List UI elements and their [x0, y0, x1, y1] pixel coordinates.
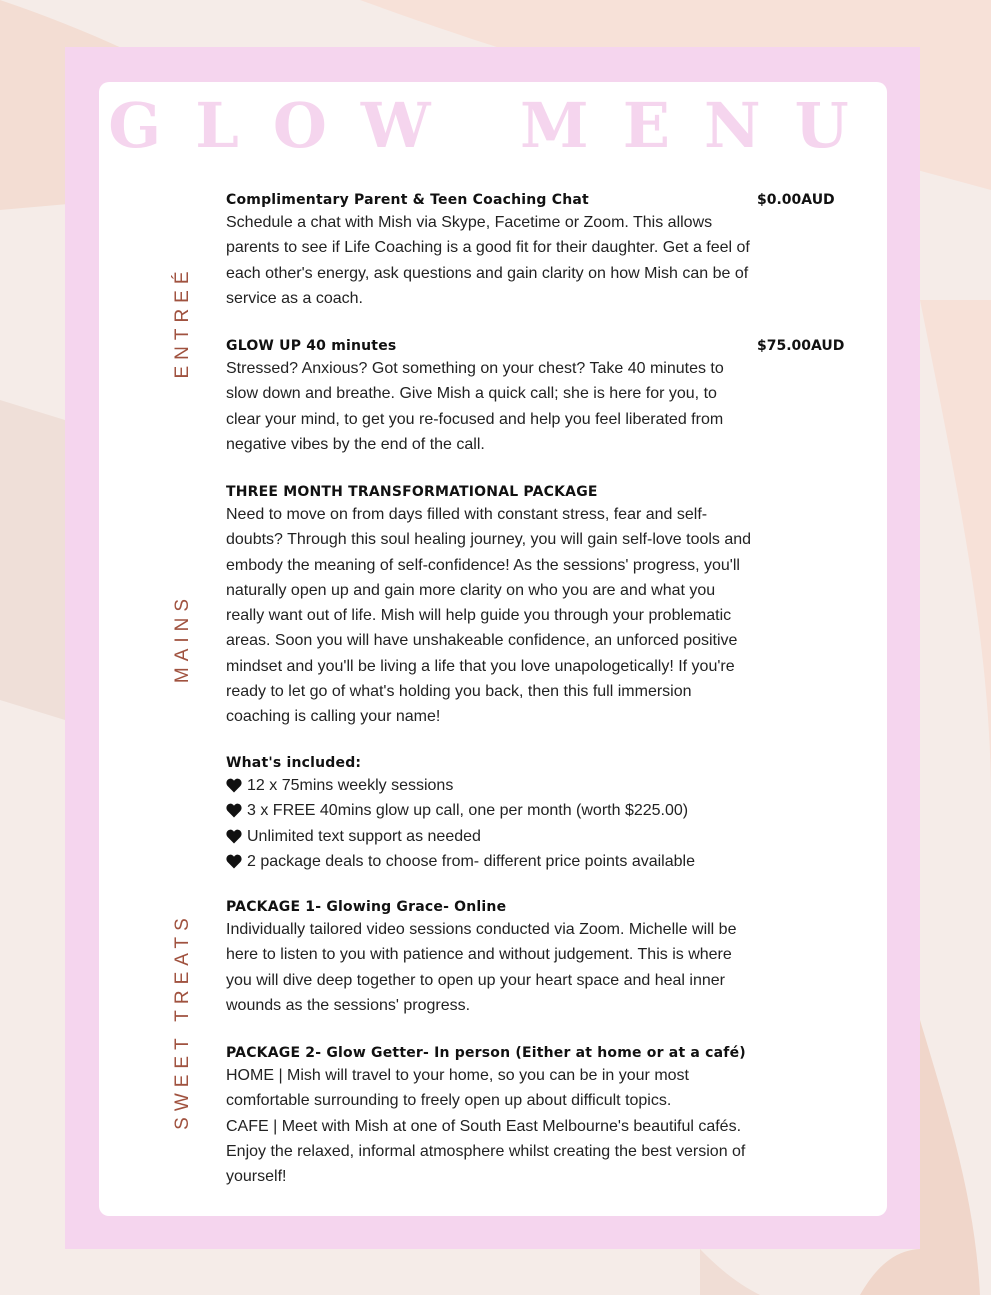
item-price: $0.00AUD [757, 192, 835, 208]
item-heading: Complimentary Parent & Teen Coaching Chat [226, 192, 589, 208]
included-heading: What's included: [226, 755, 362, 771]
bullet-text: 12 x 75mins weekly sessions [247, 777, 454, 794]
list-item [226, 773, 756, 798]
section-label-mains: MAINS [172, 592, 193, 684]
item-price: $75.00AUD [757, 338, 845, 354]
section-label-sweet-treats: SWEET TREATS [172, 912, 193, 1130]
heart-icon [226, 803, 242, 818]
item-heading: GLOW UP 40 minutes [226, 338, 397, 354]
item-heading: PACKAGE 1- Glowing Grace- Online [226, 899, 507, 915]
list-item [226, 824, 756, 849]
bullet-text: 2 package deals to choose from- different price points available [247, 852, 695, 870]
menu-item-coaching-chat [226, 190, 756, 311]
item-description: Stressed? Anxious? Got something on your chest? Take 40 minutes to slow down and breathe. Give Mish a quick call; she is here for you, to clear your mind, to get you re-focused and help you feel liberated from negative vibes by the end of the call. [226, 360, 724, 453]
menu-item-three-month [226, 482, 756, 730]
bullet-text: Unlimited text support as needed [247, 827, 481, 845]
item-description: Individually tailored video sessions conducted via Zoom. Michelle will be here to listen to you with patience and without judgement. This is where you will dive deep together to open up your heart space and heal inner wounds as the sessions' progress. [226, 921, 737, 1014]
menu-item-package-1 [226, 897, 756, 1018]
item-description-home: HOME | Mish will travel to your home, so you can be in your most comfortable surrounding to freely open up about difficult topics. [226, 1067, 689, 1110]
menu-item-glow-up [226, 336, 756, 457]
heart-icon [226, 829, 242, 844]
item-heading: THREE MONTH TRANSFORMATIONAL PACKAGE [226, 484, 598, 500]
item-description-cafe: CAFE | Meet with Mish at one of South East Melbourne's beautiful cafés. Enjoy the relaxed, informal atmosphere whilst creating the best version of yourself! [226, 1117, 746, 1186]
list-item [226, 849, 756, 874]
page-title: GLOW MENU [108, 89, 883, 162]
item-description: Schedule a chat with Mish via Skype, Facetime or Zoom. This allows parents to see if Life Coaching is a good fit for their daughter. Get a feel of each other's energy, ask questions and gain clarity on how Mish can be of service as a coach. [226, 214, 750, 307]
heart-icon [226, 854, 242, 869]
included-list [226, 753, 756, 874]
section-label-entree: ENTREÉ [172, 265, 193, 379]
heart-icon [226, 778, 242, 793]
list-item [226, 798, 756, 823]
menu-item-package-2 [226, 1043, 756, 1189]
item-description: Need to move on from days filled with constant stress, fear and self-doubts? Through this soul healing journey, you will gain self-love tools and embody the meaning of self-confidence! As the sessions' progress, you'll naturally open up and gain more clarity on who you are and what you really want out of life. Mish will help guide you through your problematic areas. Soon you will have unshakeable confidence, an unforced positive mindset and you'll be living a life that you love unapologetically! If you're ready to let go of what's holding you back, then this full immersion coaching is calling your name! [226, 506, 752, 726]
bullet-text: 3 x FREE 40mins glow up call, one per month (worth $225.00) [247, 802, 689, 820]
item-heading: PACKAGE 2- Glow Getter- In person (Either at home or at a café) [226, 1045, 746, 1061]
